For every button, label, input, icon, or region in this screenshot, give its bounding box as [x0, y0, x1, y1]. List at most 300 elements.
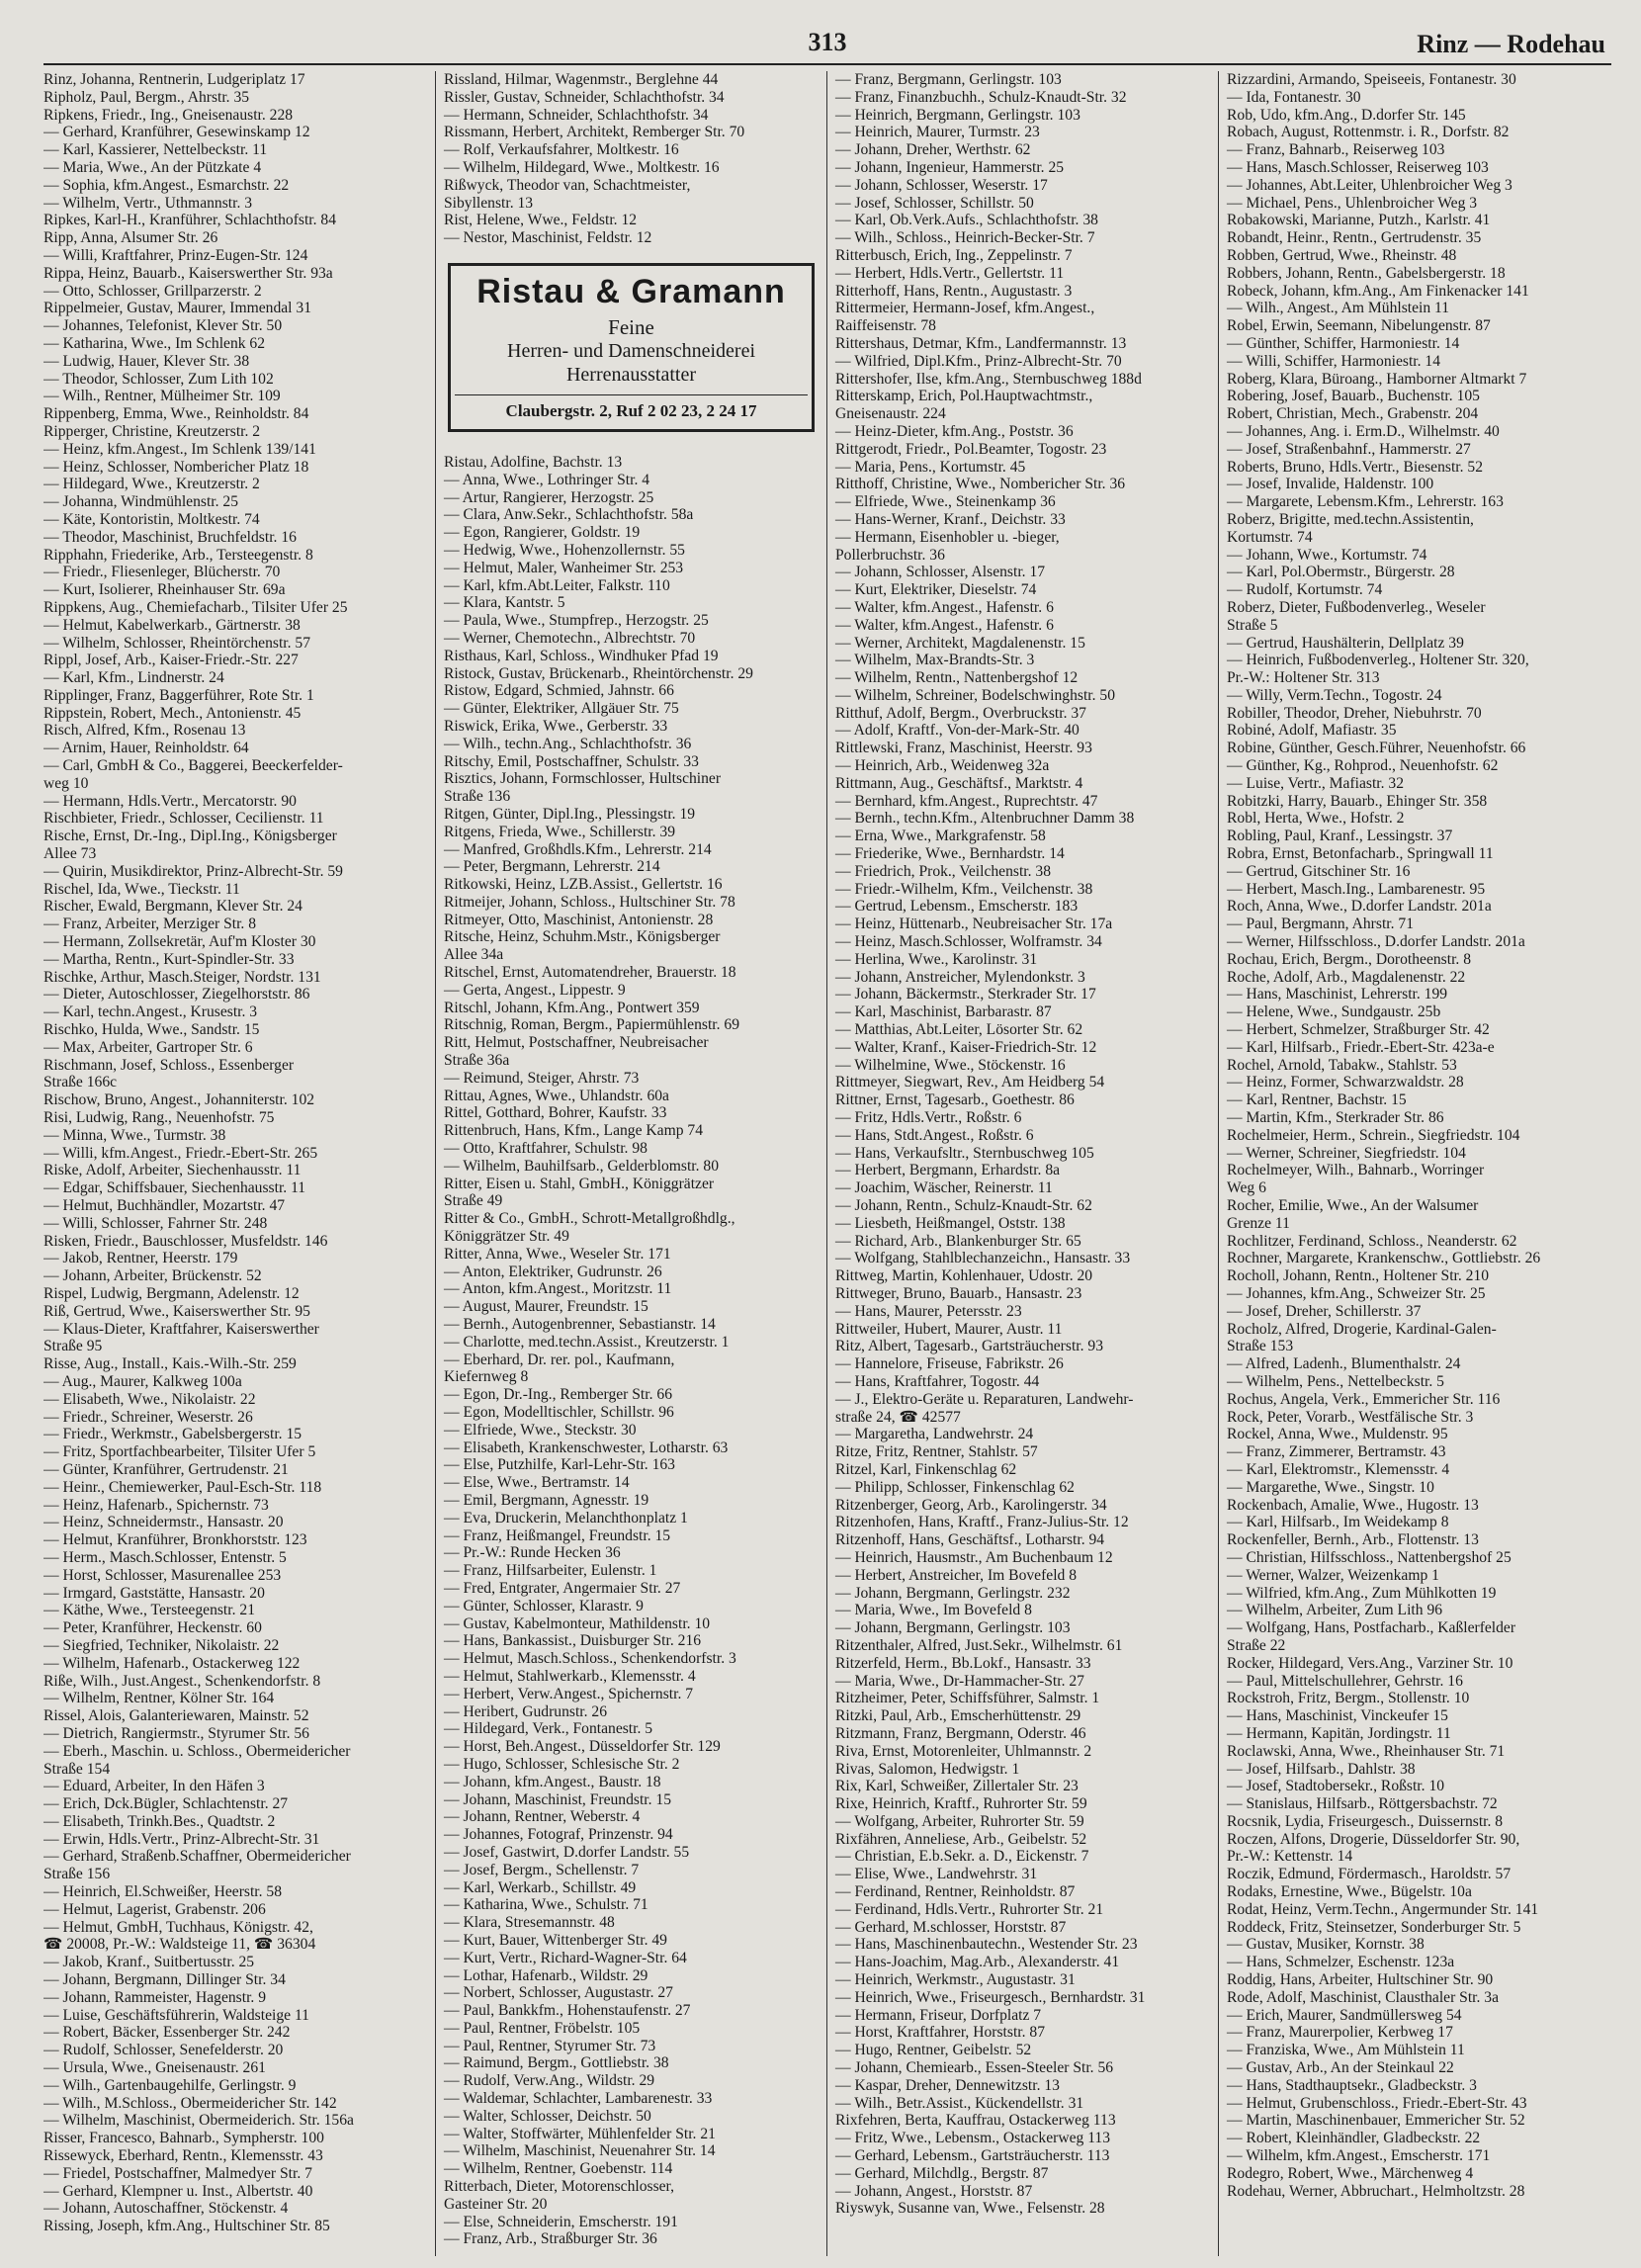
directory-entry: — Katharina, Wwe., Im Schlenk 62 — [43, 334, 266, 352]
directory-entry: Rixfehren, Berta, Kauffrau, Ostackerweg 113 — [835, 2112, 1116, 2130]
entry-list-4 — [1227, 71, 1601, 2200]
directory-entry: Roberg, Klara, Büroang., Hamborner Altmarkt 7 — [1227, 370, 1527, 388]
directory-entry: — Paul, Rentner, Fröbelstr. 105 — [444, 2019, 641, 2037]
directory-entry: Rischko, Hulda, Wwe., Sandstr. 15 — [43, 1021, 260, 1039]
directory-entry: — Karl, Werkarb., Schillstr. 49 — [444, 1878, 637, 1896]
directory-entry: — Käte, Kontoristin, Moltkestr. 74 — [43, 510, 260, 528]
directory-entry: — Waldemar, Schlachter, Lambarenestr. 33 — [444, 2090, 713, 2108]
directory-entry: — Wilhelm, Schreiner, Bodelschwinghstr. 50 — [835, 686, 1116, 704]
advertisement — [448, 263, 815, 432]
directory-entry: Königgrätzer Str. 49 — [444, 1228, 569, 1246]
directory-entry: — Heinrich, Fußbodenverleg., Holtener Str. 320, — [1227, 652, 1529, 669]
directory-entry: — Ferdinand, Hdls.Vertr., Ruhrorter Str. 21 — [835, 1900, 1104, 1918]
directory-entry: — Liesbeth, Heißmangel, Oststr. 138 — [835, 1214, 1066, 1232]
directory-entry: ☎ 20008, Pr.-W.: Waldsteige 11, ☎ 36304 — [43, 1936, 316, 1954]
directory-entry: Straße 153 — [1227, 1338, 1294, 1355]
directory-entry: Ritgens, Frieda, Wwe., Schillerstr. 39 — [444, 823, 676, 840]
directory-entry: — Else, Schneiderin, Emscherstr. 191 — [444, 2213, 678, 2230]
directory-entry: — Willi, Schiffer, Harmoniestr. 14 — [1227, 352, 1441, 370]
directory-entry: — Franz, Arb., Straßburger Str. 36 — [444, 2230, 657, 2248]
directory-entry: Rittmann, Aug., Geschäftsf., Marktstr. 4 — [835, 774, 1083, 792]
directory-entry: — Johann, Wwe., Kortumstr. 74 — [1227, 546, 1427, 564]
directory-entry: — Maria, Pens., Kortumstr. 45 — [835, 458, 1026, 476]
directory-entry: Gasteiner Str. 20 — [444, 2195, 548, 2213]
directory-entry: Ritzerfeld, Herm., Bb.Lokf., Hansastr. 33 — [835, 1654, 1091, 1672]
directory-entry: Roberz, Brigitte, med.techn.Assistentin, — [1227, 510, 1474, 528]
directory-entry: Rißwyck, Theodor van, Schachtmeister, — [444, 176, 691, 194]
directory-entry: — Erich, Maurer, Sandmüllersweg 54 — [1227, 2006, 1462, 2024]
directory-entry: — Wilfried, kfm.Ang., Zum Mühlkotten 19 — [1227, 1584, 1497, 1602]
directory-entry: Ritze, Fritz, Rentner, Stahlstr. 57 — [835, 1443, 1038, 1461]
directory-entry: — Karl, Kfm., Lindnerstr. 24 — [43, 669, 224, 687]
directory-entry: — Dietrich, Rangiermstr., Styrumer Str. 56 — [43, 1724, 309, 1742]
directory-entry: Rittweiler, Hubert, Maurer, Austr. 11 — [835, 1320, 1063, 1338]
directory-entry: — Rudolf, Schlosser, Senefelderstr. 20 — [43, 2042, 284, 2059]
directory-entry: Riva, Ernst, Motorenleiter, Uhlmannstr. 2 — [835, 1742, 1092, 1760]
directory-entry: — Friedr., Fliesenleger, Blücherstr. 70 — [43, 564, 281, 581]
directory-entry: — Karl, Elektromstr., Klemensstr. 4 — [1227, 1460, 1450, 1478]
directory-entry: Ristock, Gustav, Brückenarb., Rheintörchenstr. 29 — [444, 664, 753, 682]
directory-entry: Ripphahn, Friederike, Arb., Tersteegenstr. 8 — [43, 546, 313, 564]
directory-entry: — Jakob, Kranf., Suitbertusstr. 25 — [43, 1954, 255, 1971]
directory-entry: — Hugo, Rentner, Geibelstr. 52 — [835, 2042, 1032, 2059]
directory-entry: — Karl, Hilfsarb., Im Weidekamp 8 — [1227, 1514, 1449, 1531]
directory-entry: — Walter, kfm.Angest., Hafenstr. 6 — [835, 616, 1054, 634]
directory-entry: — Philipp, Schlosser, Finkenschlag 62 — [835, 1478, 1075, 1496]
directory-entry: Rischel, Ida, Wwe., Tieckstr. 11 — [43, 880, 240, 898]
directory-entry: Rittermeier, Hermann-Josef, kfm.Angest., — [835, 300, 1095, 317]
directory-entry: Risch, Alfred, Kfm., Rosenau 13 — [43, 722, 246, 740]
directory-entry: — Franz, Hilfsarbeiter, Eulenstr. 1 — [444, 1562, 657, 1580]
directory-entry: Allee 34a — [444, 946, 504, 964]
column-1 — [43, 71, 435, 2256]
directory-entry: Roddeck, Fritz, Steinsetzer, Sonderburger Str. 5 — [1227, 1918, 1521, 1936]
directory-entry: Rochlitzer, Ferdinand, Schloss., Neanderstr. 62 — [1227, 1232, 1517, 1250]
directory-entry: — Johann, Bäckermstr., Sterkrader Str. 17 — [835, 986, 1096, 1003]
directory-entry: Ritt, Helmut, Postschaffner, Neubreisacher — [444, 1034, 709, 1052]
directory-entry: — Willi, kfm.Angest., Friedr.-Ebert-Str. 265 — [43, 1144, 318, 1162]
directory-entry: — Heinrich, Wwe., Friseurgesch., Bernhardstr. 31 — [835, 1988, 1146, 2006]
directory-entry: — Hans-Werner, Kranf., Deichstr. 33 — [835, 510, 1066, 528]
directory-entry: — Herbert, Verw.Angest., Spichernstr. 7 — [444, 1685, 694, 1702]
directory-entry: — Anton, Elektriker, Gudrunstr. 26 — [444, 1263, 662, 1280]
ad-address: Claubergstr. 2, Ruf 2 02 23, 2 24 17 — [455, 394, 808, 421]
directory-entry: — Clara, Anw.Sekr., Schlachthofstr. 58a — [444, 506, 694, 524]
directory-entry: — Karl, Rentner, Bachstr. 15 — [1227, 1091, 1407, 1109]
directory-entry: — Johann, Anstreicher, Mylendonkstr. 3 — [835, 968, 1085, 986]
directory-entry: — Heinrich, Werkmstr., Augustastr. 31 — [835, 1971, 1076, 1989]
directory-entry: — Eva, Druckerin, Melanchthonplatz 1 — [444, 1509, 688, 1527]
directory-entry: — Otto, Schlosser, Grillparzerstr. 2 — [43, 282, 262, 300]
directory-entry: Rocker, Hildegard, Vers.Ang., Varziner Str. 10 — [1227, 1654, 1513, 1672]
directory-entry: Robach, August, Rottenmstr. i. R., Dorfstr. 82 — [1227, 124, 1510, 141]
directory-entry: Rochel, Arnold, Tabakw., Stahlstr. 53 — [1227, 1056, 1457, 1074]
directory-entry: — Siegfried, Techniker, Nikolaistr. 22 — [43, 1636, 280, 1654]
directory-entry: — Hans, Masch.Schlosser, Reiserweg 103 — [1227, 158, 1489, 176]
directory-entry: Ritterbach, Dieter, Motorenschlosser, — [444, 2178, 675, 2196]
directory-entry: Robandt, Heinr., Rentn., Gertrudenstr. 35 — [1227, 229, 1482, 247]
directory-entry: — Günther, Kg., Rohprod., Neuenhofstr. 62 — [1227, 757, 1499, 775]
directory-entry: Robering, Josef, Bauarb., Buchenstr. 105 — [1227, 388, 1480, 405]
directory-entry: — Rudolf, Verw.Ang., Wildstr. 29 — [444, 2072, 655, 2090]
directory-entry: — Emil, Bergmann, Agnesstr. 19 — [444, 1491, 649, 1509]
directory-entry: Ripperger, Christine, Kreutzerstr. 2 — [43, 422, 261, 440]
directory-entry: Rittmeyer, Siegwart, Rev., Am Heidberg 54 — [835, 1074, 1105, 1091]
directory-entry: Risse, Aug., Install., Kais.-Wilh.-Str. 259 — [43, 1355, 297, 1373]
directory-entry: — Karl, techn.Angest., Krusestr. 3 — [43, 1003, 258, 1021]
directory-entry: Rocholz, Alfred, Drogerie, Kardinal-Galen- — [1227, 1320, 1497, 1338]
directory-entry: — Hans, Stdt.Angest., Roßstr. 6 — [835, 1126, 1034, 1144]
directory-entry: — Hermann, Hdls.Vertr., Mercatorstr. 90 — [43, 792, 297, 810]
ad-company-name: Ristau & Gramann — [476, 272, 786, 310]
directory-entry: Robel, Erwin, Seemann, Nibelungenstr. 87 — [1227, 317, 1491, 335]
directory-entry: Rist, Helene, Wwe., Feldstr. 12 — [444, 212, 638, 229]
directory-entry: — Heinrich, Maurer, Turmstr. 23 — [835, 124, 1040, 141]
directory-entry: — Herbert, Schmelzer, Straßburger Str. 42 — [1227, 1021, 1490, 1039]
directory-entry: Rissmann, Herbert, Architekt, Remberger Str. 70 — [444, 124, 745, 141]
directory-entry: Roberts, Bruno, Hdls.Vertr., Biesenstr. 52 — [1227, 458, 1484, 476]
directory-entry: — Josef, Gastwirt, D.dorfer Landstr. 55 — [444, 1843, 690, 1861]
directory-entry: — Robert, Kleinhändler, Gladbeckstr. 22 — [1227, 2130, 1481, 2147]
directory-entry: — Ludwig, Hauer, Klever Str. 38 — [43, 352, 250, 370]
directory-entry: Ritthoff, Christine, Wwe., Nombericher Str. 36 — [835, 476, 1126, 493]
directory-entry: — Minna, Wwe., Turmstr. 38 — [43, 1126, 226, 1144]
directory-entry: — Aug., Maurer, Kalkweg 100a — [43, 1372, 242, 1390]
page-number: 313 — [808, 28, 847, 56]
directory-entry: — Wilhelm, Bauhilfsarb., Gelderblomstr. 80 — [444, 1157, 719, 1175]
directory-entry: Rittgerodt, Friedr., Pol.Beamter, Togostr. 23 — [835, 440, 1107, 458]
directory-entry: Ritkowski, Heinz, LZB.Assist., Gellertstr. 16 — [444, 876, 723, 894]
directory-entry: — Friedr., Werkmstr., Gabelsbergerstr. 15 — [43, 1426, 302, 1443]
directory-entry: Rixe, Heinrich, Kraftf., Ruhrorter Str. 59 — [835, 1795, 1087, 1813]
directory-entry: — Johann, Autoschaffner, Stöckenstr. 4 — [43, 2200, 289, 2218]
directory-entry: — Erna, Wwe., Markgrafenstr. 58 — [835, 828, 1046, 845]
directory-entry: — Werner, Architekt, Magdalenenstr. 15 — [835, 634, 1085, 652]
directory-entry: — Hedwig, Wwe., Hohenzollernstr. 55 — [444, 541, 685, 559]
directory-entry: — Karl, Kassierer, Nettelbeckstr. 11 — [43, 141, 268, 159]
directory-entry: Weg 6 — [1227, 1179, 1266, 1197]
directory-entry: Rocsnik, Lydia, Friseurgesch., Duissernstr. 8 — [1227, 1812, 1504, 1830]
directory-entry: — Willi, Kraftfahrer, Prinz-Eugen-Str. 124 — [43, 246, 308, 264]
directory-entry: — Max, Arbeiter, Gartroper Str. 6 — [43, 1038, 253, 1056]
directory-entry: Riyswyk, Susanne van, Wwe., Felsenstr. 28 — [835, 2200, 1105, 2218]
directory-entry: Rippelmeier, Gustav, Maurer, Immendal 31 — [43, 300, 311, 317]
directory-entry: — Hugo, Schlosser, Schlesische Str. 2 — [444, 1755, 680, 1773]
entry-list-2-top — [444, 71, 819, 247]
directory-entry: — August, Maurer, Freundstr. 15 — [444, 1298, 648, 1316]
directory-entry: Rocher, Emilie, Wwe., An der Walsumer — [1227, 1197, 1479, 1214]
directory-entry: Ritschy, Emil, Postschaffner, Schulstr. 33 — [444, 752, 699, 770]
directory-entry: — Artur, Rangierer, Herzogstr. 25 — [444, 488, 654, 506]
directory-entry: Ritschel, Ernst, Automatendreher, Brauerstr. 18 — [444, 964, 736, 982]
directory-entry: — Gerhard, Straßenb.Schaffner, Obermeidericher — [43, 1848, 351, 1866]
directory-entry: — Franz, Maurerpolier, Kerbweg 17 — [1227, 2024, 1453, 2042]
directory-entry: — Hermann, Schneider, Schlachthofstr. 34 — [444, 106, 709, 124]
directory-entry: Rittershofer, Ilse, kfm.Ang., Sternbuschweg 188d — [835, 370, 1142, 388]
directory-entry: Robert, Christian, Mech., Grabenstr. 204 — [1227, 405, 1479, 423]
directory-entry: Robra, Ernst, Betonfacharb., Springwall 11 — [1227, 845, 1494, 863]
directory-entry: — Karl, Hilfsarb., Friedr.-Ebert-Str. 423a-e — [1227, 1038, 1495, 1056]
directory-entry: — Johann, Rentn., Schulz-Knaudt-Str. 62 — [835, 1197, 1092, 1214]
directory-entry: Rippa, Heinz, Bauarb., Kaiserswerther Str. 93a — [43, 264, 333, 282]
directory-entry: — Hildegard, Wwe., Kreutzerstr. 2 — [43, 476, 260, 493]
directory-entry: — Johann, Dreher, Werthstr. 62 — [835, 141, 1031, 159]
directory-entry: — Raimund, Bergm., Gottliebstr. 38 — [444, 2054, 669, 2072]
ad-services-2: Herrenausstatter — [565, 363, 697, 386]
directory-entry: Roczen, Alfons, Drogerie, Düsseldorfer Str. 90, — [1227, 1830, 1520, 1848]
directory-entry: — Johann, Arbeiter, Brückenstr. 52 — [43, 1267, 262, 1285]
directory-entry: Risken, Friedr., Bauschlosser, Musfeldstr. 146 — [43, 1232, 328, 1250]
directory-entry: Rivas, Salomon, Hedwigstr. 1 — [835, 1760, 1020, 1778]
directory-entry: — Wilhelm, Max-Brandts-Str. 3 — [835, 652, 1035, 669]
directory-entry: Robine, Günther, Gesch.Führer, Neuenhofstr. 66 — [1227, 740, 1526, 757]
directory-entry: Rochus, Angela, Verk., Emmericher Str. 116 — [1227, 1390, 1501, 1408]
page-header — [43, 28, 1611, 65]
directory-entry: — Heinz, Masch.Schlosser, Wolframstr. 34 — [835, 933, 1102, 951]
directory-entry: Roddig, Hans, Arbeiter, Hultschiner Str. 90 — [1227, 1971, 1494, 1989]
directory-entry: weg 10 — [43, 774, 89, 792]
directory-entry: — Elisabeth, Wwe., Nikolaistr. 22 — [43, 1390, 256, 1408]
directory-entry: — Wilfried, Dipl.Kfm., Prinz-Albrecht-Str. 70 — [835, 352, 1122, 370]
directory-entry: — Johann, Schlosser, Alsenstr. 17 — [835, 564, 1046, 581]
directory-entry: — Franziska, Wwe., Am Mühlstein 11 — [1227, 2042, 1465, 2059]
running-head: Rinz — Rodehau — [1417, 30, 1605, 58]
directory-entry: — Reimund, Steiger, Ahrstr. 73 — [444, 1069, 640, 1087]
directory-entry: — Gertrud, Haushälterin, Dellplatz 39 — [1227, 634, 1464, 652]
directory-entry: Robling, Paul, Kranf., Lessingstr. 37 — [1227, 828, 1453, 845]
directory-entry: — Wolfgang, Hans, Postfacharb., Kaßlerfelder — [1227, 1619, 1516, 1637]
directory-entry: — Walter, Kranf., Kaiser-Friedrich-Str. 12 — [835, 1038, 1097, 1056]
directory-entry: Ritzenhofen, Hans, Kraftf., Franz-Julius-Str. 12 — [835, 1514, 1129, 1531]
directory-entry: — Franz, Bergmann, Gerlingstr. 103 — [835, 71, 1062, 88]
directory-entry: — Kurt, Isolierer, Rheinhauser Str. 69a — [43, 581, 286, 599]
directory-entry: — Heinrich, El.Schweißer, Heerstr. 58 — [43, 1883, 283, 1901]
directory-entry: Rissewyck, Eberhard, Rentn., Klemensstr. 43 — [43, 2147, 323, 2165]
directory-entry: — Nestor, Maschinist, Feldstr. 12 — [444, 229, 652, 247]
directory-entry: — Adolf, Kraftf., Von-der-Mark-Str. 40 — [835, 722, 1080, 740]
directory-entry: — Kurt, Bauer, Wittenberger Str. 49 — [444, 1931, 667, 1949]
directory-entry: Rippkens, Aug., Chemiefacharb., Tilsiter Ufer 25 — [43, 598, 348, 616]
directory-entry: — Jakob, Rentner, Heerstr. 179 — [43, 1250, 238, 1267]
directory-entry: — Willi, Schlosser, Fahrner Str. 248 — [43, 1214, 268, 1232]
directory-entry: — Johann, Rammeister, Hagenstr. 9 — [43, 1988, 267, 2006]
directory-entry: Ritzki, Paul, Arb., Emscherhüttenstr. 29 — [835, 1707, 1081, 1725]
directory-entry: — Johann, Bergmann, Gerlingstr. 232 — [835, 1584, 1071, 1602]
directory-entry: Rittweger, Bruno, Bauarb., Hansastr. 23 — [835, 1284, 1082, 1302]
directory-entry: Rockstroh, Fritz, Bergm., Stollenstr. 10 — [1227, 1690, 1470, 1707]
directory-entry: — Christian, Hilfsschloss., Nattenbergshof 25 — [1227, 1548, 1511, 1566]
directory-entry: — Else, Putzhilfe, Karl-Lehr-Str. 163 — [444, 1456, 675, 1474]
directory-entry: — Hans, Kraftfahrer, Togostr. 44 — [835, 1372, 1040, 1390]
directory-entry: — Karl, Ob.Verk.Aufs., Schlachthofstr. 38 — [835, 212, 1098, 229]
directory-entry: — Johann, Bergmann, Gerlingstr. 103 — [835, 1619, 1071, 1637]
directory-entry: — Maria, Wwe., Im Bovefeld 8 — [835, 1602, 1032, 1619]
directory-entry: — Josef, Hilfsarb., Dahlstr. 38 — [1227, 1760, 1416, 1778]
directory-entry: — Helmut, Kabelwerkarb., Gärtnerstr. 38 — [43, 616, 301, 634]
directory-entry: — Charlotte, med.techn.Assist., Kreutzerstr. 1 — [444, 1333, 730, 1351]
directory-entry: — Helene, Wwe., Sundgaustr. 25b — [1227, 1003, 1441, 1021]
directory-entry: — Maria, Wwe., Dr-Hammacher-Str. 27 — [835, 1672, 1084, 1690]
directory-entry: — Wilh., Gartenbaugehilfe, Gerlingstr. 9 — [43, 2076, 297, 2094]
directory-entry: — Rudolf, Kortumstr. 74 — [1227, 581, 1383, 599]
columns — [43, 71, 1611, 2256]
directory-entry: — Stanislaus, Hilfsarb., Röttgersbachstr. 72 — [1227, 1795, 1498, 1813]
directory-entry: Rochelmeyer, Wilh., Bahnarb., Worringer — [1227, 1162, 1485, 1179]
directory-entry: Ritterskamp, Erich, Pol.Hauptwachtmstr., — [835, 388, 1093, 405]
directory-entry: — Hannelore, Friseuse, Fabrikstr. 26 — [835, 1355, 1064, 1373]
directory-entry: — Wilhelm, Hildegard, Wwe., Moltkestr. 16 — [444, 158, 720, 176]
directory-entry: — Horst, Schlosser, Masurenallee 253 — [43, 1566, 282, 1584]
directory-entry: — Wilhelm, Rentn., Nattenbergshof 12 — [835, 669, 1079, 687]
ad-services: Herren- und Damenschneiderei — [507, 339, 755, 362]
directory-entry: Ripholz, Paul, Bergm., Ahrstr. 35 — [43, 88, 250, 106]
directory-entry: Ritzmann, Franz, Bergmann, Oderstr. 46 — [835, 1724, 1086, 1742]
directory-entry: — Hans, Verkaufsltr., Sternbuschweg 105 — [835, 1144, 1094, 1162]
directory-entry: Ritzel, Karl, Finkenschlag 62 — [835, 1460, 1017, 1478]
directory-entry: — Wilh., Angest., Am Mühlstein 11 — [1227, 300, 1450, 317]
directory-entry: Roche, Adolf, Arb., Magdalenenstr. 22 — [1227, 968, 1466, 986]
directory-entry: Rissing, Joseph, kfm.Ang., Hultschiner Str. 85 — [43, 2218, 330, 2235]
directory-entry: Robeck, Johann, kfm.Ang., Am Finkenacker 141 — [1227, 282, 1529, 300]
directory-entry: Robl, Herta, Wwe., Hofstr. 2 — [1227, 810, 1405, 828]
directory-entry: — Wilhelm, Rentner, Kölner Str. 164 — [43, 1690, 275, 1707]
directory-entry: — Paula, Wwe., Stumpfrep., Herzogstr. 25 — [444, 612, 709, 630]
directory-entry: — Fred, Entgrater, Angermaier Str. 27 — [444, 1579, 681, 1597]
column-3 — [826, 71, 1218, 2256]
directory-entry: — Martha, Rentn., Kurt-Spindler-Str. 33 — [43, 950, 295, 968]
directory-entry: — Hans, Schmelzer, Eschenstr. 123a — [1227, 1954, 1455, 1971]
directory-entry: Ritter, Eisen u. Stahl, GmbH., Königgrätzer — [444, 1175, 715, 1192]
directory-entry: Sibyllenstr. 13 — [444, 194, 534, 212]
directory-entry: — Rolf, Verkaufsfahrer, Moltkestr. 16 — [444, 141, 679, 159]
directory-entry: — Hans, Stadthauptsekr., Gladbeckstr. 3 — [1227, 2076, 1477, 2094]
directory-entry: — Herbert, Hdls.Vertr., Gellertstr. 11 — [835, 264, 1065, 282]
directory-entry: Rode, Adolf, Maschinist, Clausthaler Str. 3a — [1227, 1988, 1500, 2006]
directory-entry: Robben, Gertrud, Wwe., Rheinstr. 48 — [1227, 246, 1457, 264]
directory-entry: — Wilhelm, Pens., Nettelbeckstr. 5 — [1227, 1372, 1444, 1390]
directory-entry: — Günter, Kranführer, Gertrudenstr. 21 — [43, 1460, 289, 1478]
directory-entry: — Gerhard, Milchdlg., Bergstr. 87 — [835, 2164, 1049, 2182]
directory-entry: — Carl, GmbH & Co., Baggerei, Beeckerfelder- — [43, 757, 343, 775]
directory-entry: — Ursula, Wwe., Gneisenaustr. 261 — [43, 2059, 266, 2077]
directory-entry: Rodaks, Ernestine, Wwe., Bügelstr. 10a — [1227, 1883, 1472, 1901]
directory-entry: — Werner, Schreiner, Siegfriedstr. 104 — [1227, 1144, 1466, 1162]
directory-entry: — Heinz, Schneidermstr., Hansastr. 20 — [43, 1514, 284, 1531]
directory-entry: — Heribert, Gudrunstr. 26 — [444, 1702, 608, 1720]
directory-entry: Riße, Wilh., Just.Angest., Schenkendorfstr. 8 — [43, 1672, 321, 1690]
directory-entry: — Gustav, Arb., An der Steinkaul 22 — [1227, 2059, 1454, 2077]
directory-entry: — Herbert, Bergmann, Erhardstr. 8a — [835, 1162, 1061, 1179]
directory-entry: Straße 36a — [444, 1052, 510, 1070]
directory-entry: — Karl, Pol.Obermstr., Bürgerstr. 28 — [1227, 564, 1455, 581]
directory-entry: Rockenbach, Amalie, Wwe., Hugostr. 13 — [1227, 1496, 1479, 1514]
directory-entry: straße 24, ☎ 42577 — [835, 1408, 961, 1426]
directory-entry: — Johannes, Ang. i. Erm.D., Wilhelmstr. 40 — [1227, 422, 1500, 440]
directory-entry: — Helmut, Masch.Schloss., Schenkendorfstr. 3 — [444, 1650, 736, 1668]
directory-entry: — Kurt, Elektriker, Dieselstr. 74 — [835, 581, 1037, 599]
directory-entry: Straße 166c — [43, 1074, 118, 1091]
directory-entry: — Else, Wwe., Bertramstr. 14 — [444, 1474, 630, 1492]
directory-entry: — Manfred, Großhdls.Kfm., Lehrerstr. 214 — [444, 840, 712, 858]
directory-entry: Robiné, Adolf, Mafiastr. 35 — [1227, 722, 1397, 740]
entry-list-1 — [43, 71, 427, 2235]
directory-entry: Rix, Karl, Schweißer, Zillertaler Str. 23 — [835, 1778, 1079, 1795]
directory-entry: — Hans, Maschinenbautechn., Westender Str. 23 — [835, 1936, 1138, 1954]
directory-entry: — Wilh., Rentner, Mülheimer Str. 109 — [43, 388, 281, 405]
directory-entry: — Luise, Vertr., Mafiastr. 32 — [1227, 774, 1405, 792]
directory-entry: — Sophia, kfm.Angest., Esmarchstr. 22 — [43, 176, 290, 194]
directory-entry: — Horst, Beh.Angest., Düsseldorfer Str. 129 — [444, 1738, 721, 1756]
directory-entry: — Wolfgang, Arbeiter, Ruhrorter Str. 59 — [835, 1812, 1084, 1830]
directory-entry: — Erich, Dck.Bügler, Schlachtenstr. 27 — [43, 1795, 289, 1813]
directory-entry: — Edgar, Schiffsbauer, Siechenhausstr. 11 — [43, 1179, 306, 1197]
directory-entry: — Matthias, Abt.Leiter, Lösorter Str. 62 — [835, 1021, 1083, 1039]
directory-entry: — Helmut, Lagerist, Grabenstr. 206 — [43, 1900, 266, 1918]
directory-entry: Rischbieter, Friedr., Schlosser, Cecilienstr. 11 — [43, 810, 324, 828]
directory-entry: — Wilhelm, Hafenarb., Ostackerweg 122 — [43, 1654, 301, 1672]
directory-entry: — Eberhard, Dr. rer. pol., Kaufmann, — [444, 1351, 675, 1368]
directory-entry: Rock, Peter, Vorarb., Westfälische Str. 3 — [1227, 1408, 1474, 1426]
directory-entry: Rizzardini, Armando, Speiseeis, Fontanestr. 30 — [1227, 71, 1516, 88]
directory-entry: — Friedr.-Wilhelm, Kfm., Veilchenstr. 38 — [835, 880, 1093, 898]
directory-entry: — Irmgard, Gaststätte, Hansastr. 20 — [43, 1584, 265, 1602]
directory-entry: — Johannes, kfm.Ang., Schweizer Str. 25 — [1227, 1284, 1486, 1302]
directory-entry: Ritter & Co., GmbH., Schrott-Metallgroßhdlg., — [444, 1210, 735, 1228]
directory-entry: — Josef, Straßenbahnf., Hammerstr. 27 — [1227, 440, 1471, 458]
directory-entry: — Gertrud, Lebensm., Emscherstr. 183 — [835, 898, 1079, 916]
directory-entry: — Paul, Bergmann, Ahrstr. 71 — [1227, 916, 1414, 933]
directory-entry: — Bernhard, kfm.Angest., Ruprechtstr. 47 — [835, 792, 1098, 810]
directory-entry: — Klaus-Dieter, Kraftfahrer, Kaiserswerther — [43, 1320, 319, 1338]
directory-entry: — Gustav, Kabelmonteur, Mathildenstr. 10 — [444, 1614, 711, 1632]
directory-entry: — Heinz, Hafenarb., Spichernstr. 73 — [43, 1496, 269, 1514]
directory-entry: — Karl, Maschinist, Barbarastr. 87 — [835, 1003, 1052, 1021]
directory-entry: — Paul, Mittelschullehrer, Gehrstr. 16 — [1227, 1672, 1463, 1690]
directory-entry: Ritzenhoff, Hans, Geschäftsf., Lotharstr. 94 — [835, 1531, 1105, 1549]
directory-entry: Rittner, Ernst, Tagesarb., Goethestr. 86 — [835, 1091, 1075, 1109]
directory-entry: Allee 73 — [43, 845, 97, 863]
directory-entry: Rissel, Alois, Galanteriewaren, Mainstr. 52 — [43, 1707, 309, 1725]
directory-entry: Ripkens, Friedr., Ing., Gneisenaustr. 228 — [43, 106, 294, 124]
directory-entry: — Heinz-Dieter, kfm.Ang., Poststr. 36 — [835, 422, 1074, 440]
directory-entry: — Heinr., Chemiewerker, Paul-Esch-Str. 118 — [43, 1478, 322, 1496]
directory-entry: — Eberh., Maschin. u. Schloss., Obermeidericher — [43, 1742, 351, 1760]
directory-entry: — Hermann, Eisenhobler u. -bieger, — [835, 528, 1060, 546]
directory-entry: Rodegro, Robert, Wwe., Märchenweg 4 — [1227, 2164, 1474, 2182]
directory-entry: — Friederike, Wwe., Bernhardstr. 14 — [835, 845, 1065, 863]
directory-entry: Ritgen, Günter, Dipl.Ing., Plessingstr. 19 — [444, 805, 696, 823]
directory-entry: — Fritz, Sportfachbearbeiter, Tilsiter Ufer 5 — [43, 1443, 316, 1461]
directory-entry: — Theodor, Schlosser, Zum Lith 102 — [43, 370, 274, 388]
directory-entry: — Hans, Maschinist, Lehrerstr. 199 — [1227, 986, 1448, 1003]
directory-entry: — Robert, Bäcker, Essenberger Str. 242 — [43, 2024, 291, 2042]
directory-entry: — Gustav, Musiker, Kornstr. 38 — [1227, 1936, 1425, 1954]
directory-entry: — Fritz, Hdls.Vertr., Roßstr. 6 — [835, 1109, 1022, 1127]
directory-entry: Ripp, Anna, Alsumer Str. 26 — [43, 229, 218, 247]
directory-entry: Pr.-W.: Holtener Str. 313 — [1227, 669, 1380, 687]
directory-entry: — Walter, Stoffwärter, Mühlenfelder Str. 21 — [444, 2125, 716, 2142]
directory-entry: — Quirin, Musikdirektor, Prinz-Albrecht-Str. 59 — [43, 862, 343, 880]
directory-entry: Rittenbruch, Hans, Kfm., Lange Kamp 74 — [444, 1122, 704, 1140]
directory-entry: — Peter, Bergmann, Lehrerstr. 214 — [444, 858, 660, 876]
directory-entry: Ripplinger, Franz, Baggerführer, Rote Str. 1 — [43, 686, 314, 704]
directory-entry: — Kurt, Vertr., Richard-Wagner-Str. 64 — [444, 1949, 687, 1966]
directory-entry: — Gerhard, Klempner u. Inst., Albertstr. 40 — [43, 2182, 313, 2200]
directory-entry: — Wilhelm, Arbeiter, Zum Lith 96 — [1227, 1602, 1443, 1619]
directory-entry: — Walter, Schlosser, Deichstr. 50 — [444, 2107, 651, 2125]
directory-entry: — Helmut, Stahlwerkarb., Klemensstr. 4 — [444, 1667, 696, 1685]
directory-entry: — Johanna, Windmühlenstr. 25 — [43, 493, 239, 511]
